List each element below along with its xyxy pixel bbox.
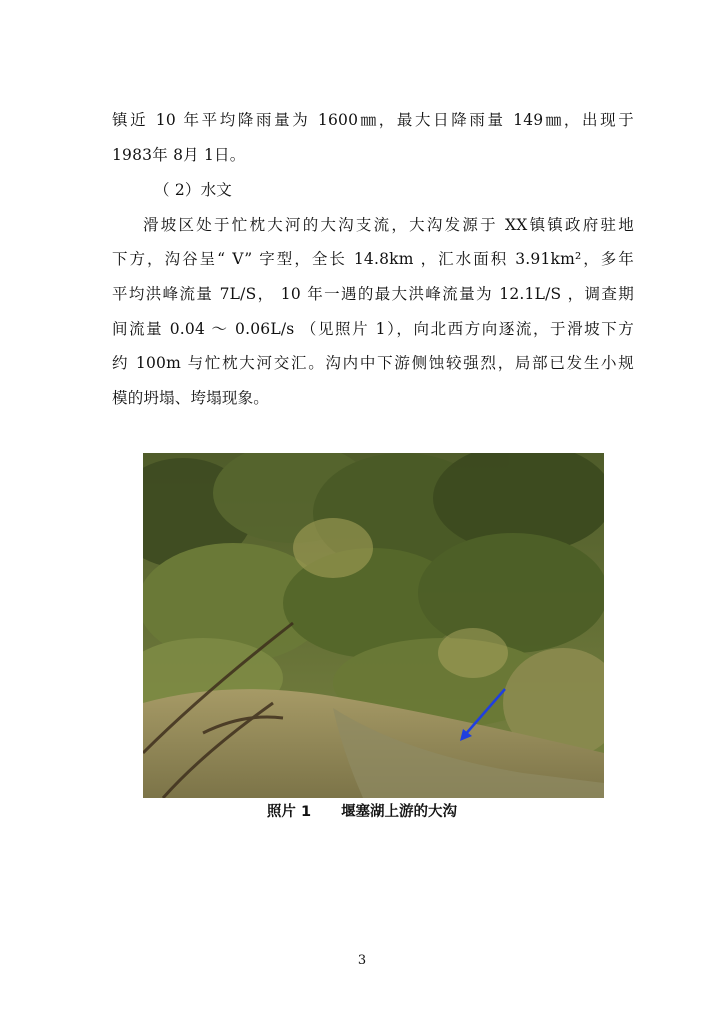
text-line: 平均洪峰流量 7L/S， 10 年一遇的最大洪峰流量为 12.1L/S ，调查期	[112, 285, 634, 303]
photo-caption-text: 堰塞湖上游的大沟	[341, 804, 458, 820]
text-line: 1983年 8月 1日。	[112, 146, 246, 164]
photo-caption-label: 照片 1	[266, 804, 312, 820]
section-heading-hydrology: （ 2）水文	[154, 181, 232, 199]
text-line: 约 100m 与忙枕大河交汇。沟内中下游侧蚀较强烈，局部已发生小规	[112, 354, 634, 372]
text-line: 滑坡区处于忙枕大河的大沟支流，大沟发源于 XX镇镇政府驻地	[143, 216, 634, 234]
text-line: 模的坍塌、垮塌现象。	[112, 389, 270, 407]
text-line: 下方，沟谷呈“ V” 字型，全长 14.8km ，汇水面积 3.91km²，多年	[112, 250, 634, 268]
gully-landscape-image	[143, 453, 604, 798]
photo-caption	[0, 802, 724, 822]
photo-gully	[143, 453, 604, 798]
text-line: 间流量 0.04 ～ 0.06L/s （见照片 1），向北西方向逐流，于滑坡下方	[112, 320, 634, 338]
text-line: 镇近 10 年平均降雨量为 1600㎜，最大日降雨量 149㎜，出现于	[112, 111, 634, 129]
page-number: 3	[357, 953, 367, 968]
